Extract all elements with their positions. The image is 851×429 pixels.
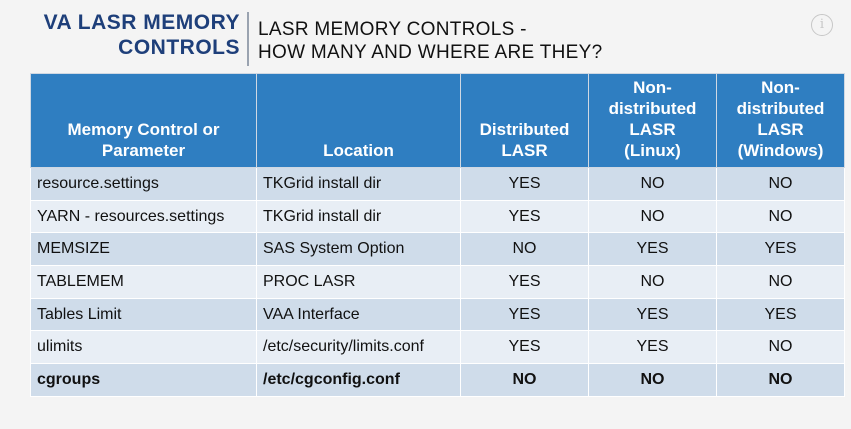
cell-distributed: YES bbox=[461, 200, 589, 233]
cell-windows: YES bbox=[717, 233, 845, 266]
cell-linux: NO bbox=[589, 266, 717, 299]
cell-parameter: MEMSIZE bbox=[31, 233, 257, 266]
cell-windows: NO bbox=[717, 364, 845, 397]
cell-parameter: Tables Limit bbox=[31, 298, 257, 331]
cell-parameter: resource.settings bbox=[31, 168, 257, 201]
header-distributed-lasr: Distributed LASR bbox=[461, 74, 589, 168]
cell-parameter: ulimits bbox=[31, 331, 257, 364]
cell-distributed: YES bbox=[461, 331, 589, 364]
table-row bbox=[31, 168, 845, 201]
slide-title-right-line2: HOW MANY AND WHERE ARE THEY? bbox=[258, 42, 603, 63]
table-row bbox=[31, 233, 845, 266]
memory-controls-table bbox=[30, 73, 845, 397]
slide-title-right bbox=[258, 18, 602, 64]
cell-location: SAS System Option bbox=[257, 233, 461, 266]
header-location: Location bbox=[257, 74, 461, 168]
cell-linux: YES bbox=[589, 298, 717, 331]
cell-location: /etc/cgconfig.conf bbox=[257, 364, 461, 397]
cell-location: /etc/security/limits.conf bbox=[257, 331, 461, 364]
cell-windows: NO bbox=[717, 168, 845, 201]
header-memory-control: Memory Control or Parameter bbox=[31, 74, 257, 168]
title-divider bbox=[247, 12, 249, 66]
cell-distributed: YES bbox=[461, 168, 589, 201]
slide-title-right-line1: LASR MEMORY CONTROLS - bbox=[258, 19, 527, 40]
cell-distributed: NO bbox=[461, 364, 589, 397]
cell-location: VAA Interface bbox=[257, 298, 461, 331]
slide-title-left-line2: CONTROLS bbox=[118, 36, 240, 59]
cell-linux: NO bbox=[589, 364, 717, 397]
cell-location: PROC LASR bbox=[257, 266, 461, 299]
slide-title-left bbox=[0, 10, 240, 60]
cell-linux: NO bbox=[589, 168, 717, 201]
cell-parameter: TABLEMEM bbox=[31, 266, 257, 299]
table-row bbox=[31, 364, 845, 397]
cell-parameter: cgroups bbox=[31, 364, 257, 397]
cell-windows: YES bbox=[717, 298, 845, 331]
cell-distributed: NO bbox=[461, 233, 589, 266]
cell-location: TKGrid install dir bbox=[257, 168, 461, 201]
cell-location: TKGrid install dir bbox=[257, 200, 461, 233]
table-row bbox=[31, 298, 845, 331]
table-row bbox=[31, 266, 845, 299]
cell-windows: NO bbox=[717, 266, 845, 299]
slide-title-left-line1: VA LASR MEMORY bbox=[43, 11, 240, 34]
cell-windows: NO bbox=[717, 331, 845, 364]
cell-windows: NO bbox=[717, 200, 845, 233]
cell-linux: NO bbox=[589, 200, 717, 233]
table-row bbox=[31, 331, 845, 364]
header-nondistributed-linux: Non- distributed LASR (Linux) bbox=[589, 74, 717, 168]
cell-linux: YES bbox=[589, 233, 717, 266]
cell-distributed: YES bbox=[461, 298, 589, 331]
info-icon[interactable]: i bbox=[811, 14, 833, 36]
table-header-row bbox=[31, 74, 845, 168]
header-nondistributed-windows: Non- distributed LASR (Windows) bbox=[717, 74, 845, 168]
cell-distributed: YES bbox=[461, 266, 589, 299]
cell-linux: YES bbox=[589, 331, 717, 364]
table-row bbox=[31, 200, 845, 233]
cell-parameter: YARN - resources.settings bbox=[31, 200, 257, 233]
